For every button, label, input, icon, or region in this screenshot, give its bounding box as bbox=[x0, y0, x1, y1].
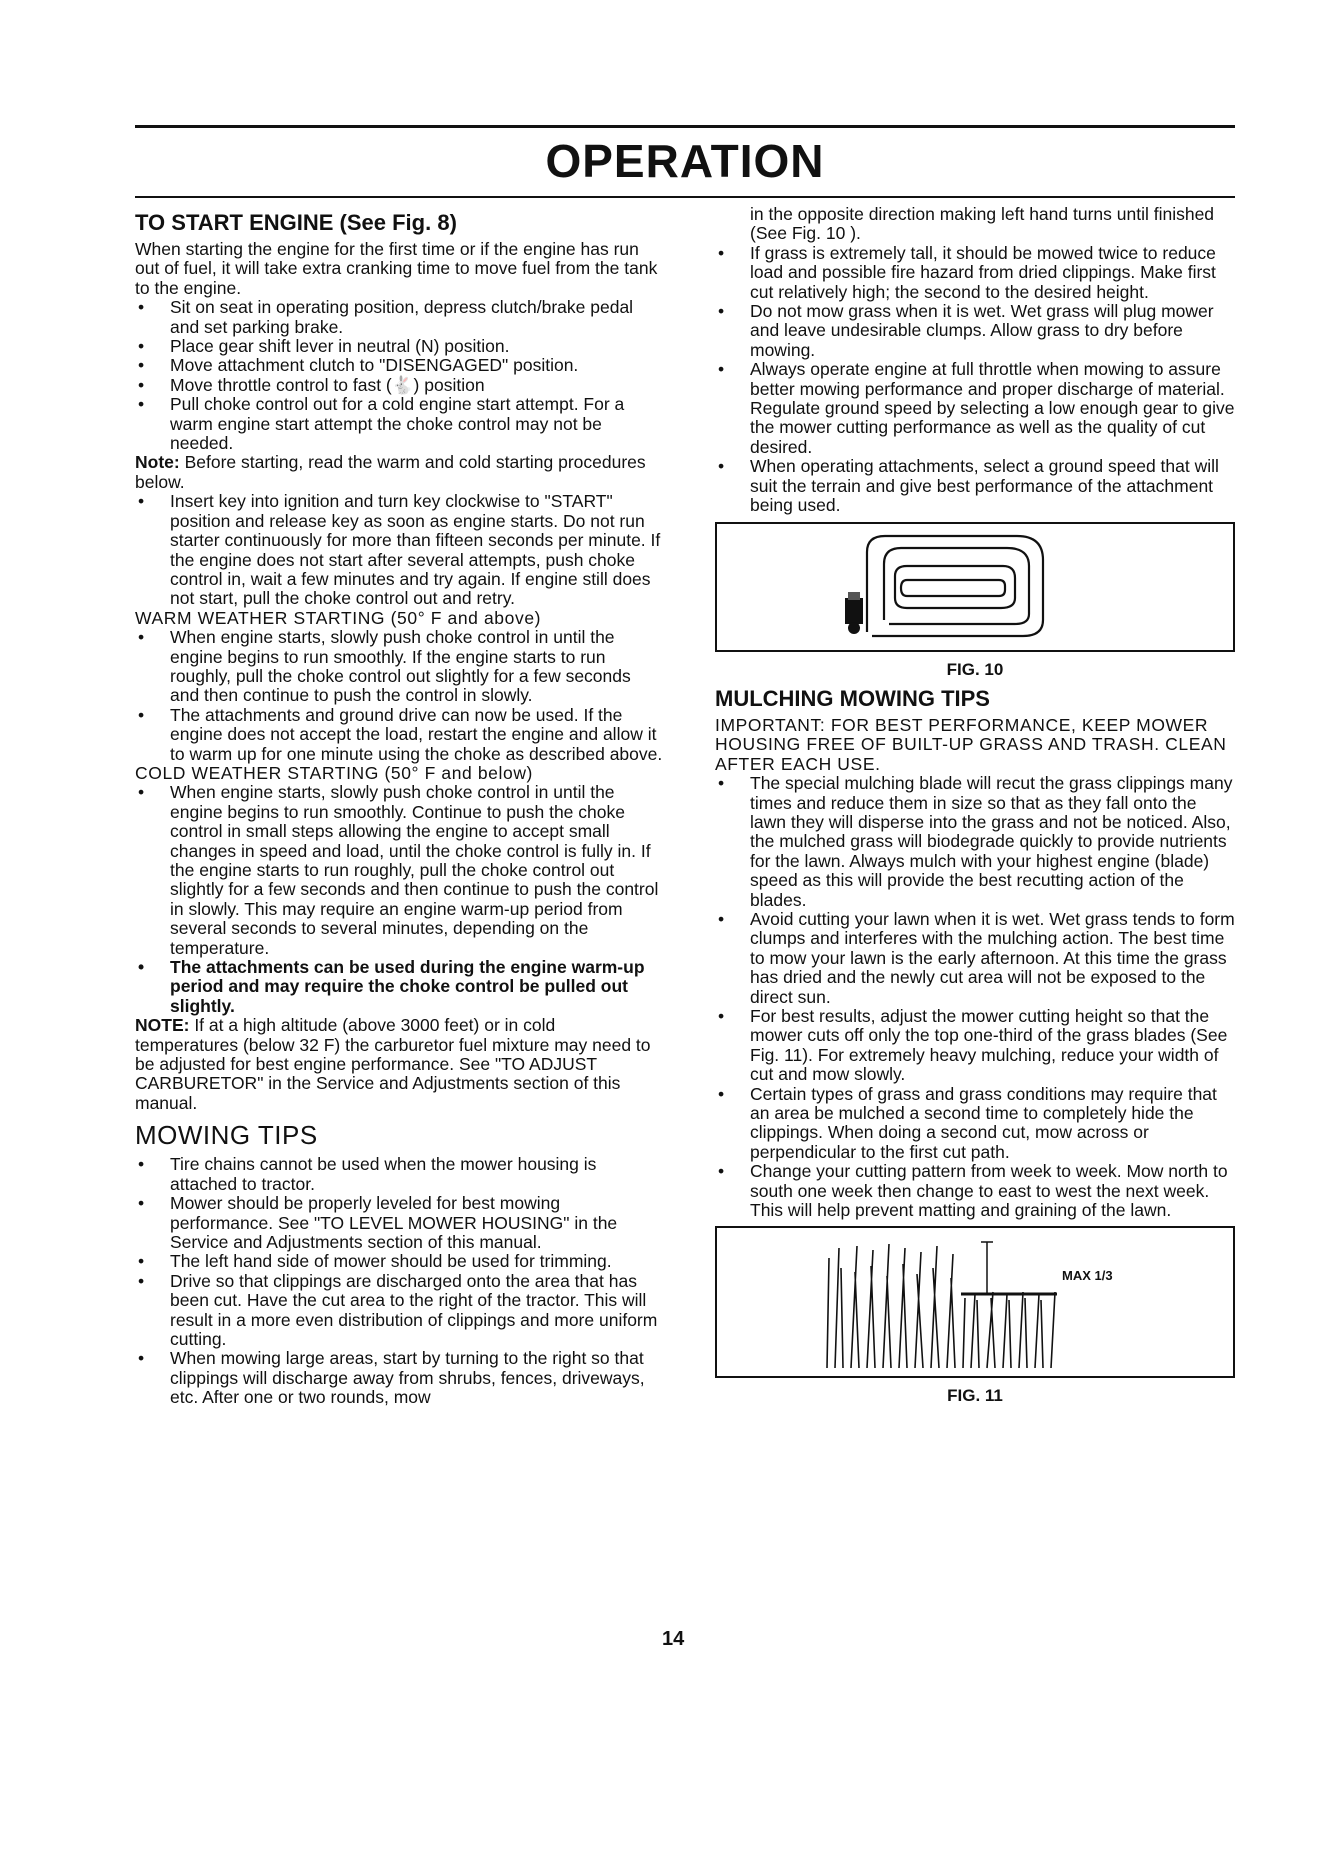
list-item: • Do not mow grass when it is wet. Wet grass will plug mower and leave undesirable clumps. Allow grass to dry before mowing. bbox=[715, 302, 1235, 360]
list-item: • When engine starts, slowly push choke control in until the engine begins to run smoothly. Continue to push the choke control in small steps allowing the engine to accept small changes in speed and load, until the choke control is fully in. If the engine starts to run roughly, pull the choke control out slightly for a few seconds and then continue to push the control in slowly. This may require an engine warm-up period from several seconds to several minutes, depending on the temperature. bbox=[135, 783, 663, 958]
figure-10-caption: FIG. 10 bbox=[946, 659, 1004, 679]
list-item: • Tire chains cannot be used when the mower housing is attached to tractor. bbox=[135, 1155, 663, 1194]
mowing-tips-heading: MOWING TIPS bbox=[135, 1120, 318, 1151]
note-text: If at a high altitude (above 3000 feet) or in cold temperatures (below 32 F) the carburetor fuel mixture may need to be adjusted for best engine performance. See "TO ADJUST CARBURETOR" in the Service and Adjustments section of this manual. bbox=[135, 1015, 651, 1113]
list-item: • Mower should be properly leveled for best mowing performance. See "TO LEVEL MOWER HOUSING" in the Service and Adjustments section of this manual. bbox=[135, 1194, 663, 1252]
mowing-pattern-diagram bbox=[717, 524, 1233, 646]
title-rule bbox=[135, 196, 1235, 198]
note-text: Before starting, read the warm and cold starting procedures below. bbox=[135, 452, 646, 492]
start-engine-intro: When starting the engine for the first time or if the engine has run out of fuel, it will take extra cranking time to move fuel from the tank to the engine. bbox=[135, 239, 658, 298]
list-item: • Sit on seat in operating position, depress clutch/brake pedal and set parking brake. bbox=[135, 298, 663, 337]
figure-11-caption: FIG. 11 bbox=[947, 1386, 1003, 1406]
list-item: • Move throttle control to fast (🐇) position bbox=[135, 376, 663, 395]
list-item: • When operating attachments, select a ground speed that will suit the terrain and give best performance of the attachment being used. bbox=[715, 457, 1235, 515]
list-item: • If grass is extremely tall, it should be mowed twice to reduce load and possible fire hazard from dried clippings. Make first cut relatively high; the second to the desired height. bbox=[715, 244, 1235, 302]
list-item: • For best results, adjust the mower cutting height so that the mower cuts off only the top one-third of the grass blades (See Fig. 11). For extremely heavy mulching, reduce your width of cut and mow slowly. bbox=[715, 1007, 1235, 1085]
list-item: • The attachments and ground drive can now be used. If the engine does not accept the load, restart the engine and allow it to warm up for one minute using the choke as described above. bbox=[135, 706, 663, 764]
important-notice: IMPORTANT: FOR BEST PERFORMANCE, KEEP MOWER HOUSING FREE OF BUILT-UP GRASS AND TRASH. CLEAN AFTER EACH USE. bbox=[715, 714, 1227, 774]
start-note bbox=[135, 453, 663, 492]
grass-cutting-diagram bbox=[717, 1228, 1233, 1372]
list-item: • The attachments can be used during the engine warm-up period and may require the choke control be pulled out slightly. bbox=[135, 958, 663, 1016]
cold-weather-heading: COLD WEATHER STARTING (50° F and below) bbox=[135, 762, 533, 783]
list-item: • Place gear shift lever in neutral (N) position. bbox=[135, 337, 663, 356]
list-item: • Insert key into ignition and turn key clockwise to "START" position and release key as soon as engine starts. Do not run starter continuously for more than fifteen seconds per minute. If the engine does not start after several attempts, push choke control in, wait a few minutes and try again. If engine still does not start, pull the choke control out and retry. bbox=[135, 492, 663, 608]
list-item: • Always operate engine at full throttle when mowing to assure better mowing performance and proper discharge of material. Regulate ground speed by selecting a low enough gear to give the mower cutting performance as well as the quality of cut desired. bbox=[715, 360, 1235, 457]
list-item: • Avoid cutting your lawn when it is wet. Wet grass tends to form clumps and interferes with the mulching action. The best time to mow your lawn is the early afternoon. At this time the grass has dried and the newly cut area will not be exposed to the direct sun. bbox=[715, 910, 1235, 1007]
note-label: NOTE: bbox=[135, 1015, 190, 1036]
list-item: • Move attachment clutch to "DISENGAGED" position. bbox=[135, 356, 663, 375]
page-number: 14 bbox=[662, 1628, 685, 1650]
max-one-third-label: MAX 1/3 bbox=[1062, 1268, 1113, 1284]
list-item: • Certain types of grass and grass conditions may require that an area be mulched a second time to completely hide the clippings. When doing a second cut, mow across or perpendicular to the first cut path. bbox=[715, 1085, 1235, 1163]
warm-weather-heading: WARM WEATHER STARTING (50° F and above) bbox=[135, 607, 542, 628]
list-item: • Change your cutting pattern from week to week. Mow north to south one week then change to east to west the next week. This will help prevent matting and graining of the lawn. bbox=[715, 1162, 1235, 1220]
top-rule bbox=[135, 125, 1235, 128]
page-title: OPERATION bbox=[545, 135, 825, 187]
list-item: • Pull choke control out for a cold engine start attempt. For a warm engine start attempt the choke control may not be needed. bbox=[135, 395, 663, 453]
start-engine-heading: TO START ENGINE (See Fig. 8) bbox=[135, 210, 457, 235]
list-item: • When engine starts, slowly push choke control in until the engine begins to run smoothly. If the engine starts to run roughly, pull the choke control out slightly for a few seconds and then continue to push the control in slowly. bbox=[135, 628, 663, 706]
list-item: • The special mulching blade will recut the grass clippings many times and reduce them in size so that as they fall onto the lawn they will disperse into the grass and not be noticed. Also, the mulched grass will biodegrade quickly to provide nutrients for the lawn. Always mulch with your highest engine (blade) speed as this will provide the best recutting action of the blades. bbox=[715, 774, 1235, 910]
tractor-icon bbox=[845, 592, 863, 634]
list-item: • Drive so that clippings are discharged onto the area that has been cut. Have the cut area to the right of the tractor. This will result in a more even distribution of clippings and more uniform cutting. bbox=[135, 1272, 663, 1350]
figure-11-grass-height bbox=[715, 1226, 1235, 1378]
figure-10-mowing-pattern bbox=[715, 522, 1235, 652]
right-column bbox=[715, 205, 1235, 1412]
mulching-tips-heading: MULCHING MOWING TIPS bbox=[715, 685, 990, 711]
cold-note bbox=[135, 1016, 663, 1113]
left-column bbox=[135, 205, 663, 1408]
list-item: • When mowing large areas, start by turning to the right so that clippings will discharge away from shrubs, fences, driveways, etc. After one or two rounds, mow bbox=[135, 1349, 663, 1407]
continuation-text: in the opposite direction making left hand turns until finished (See Fig. 10 ). bbox=[750, 204, 1215, 244]
list-item: • The left hand side of mower should be used for trimming. bbox=[135, 1252, 663, 1271]
note-label: Note: bbox=[135, 452, 180, 473]
